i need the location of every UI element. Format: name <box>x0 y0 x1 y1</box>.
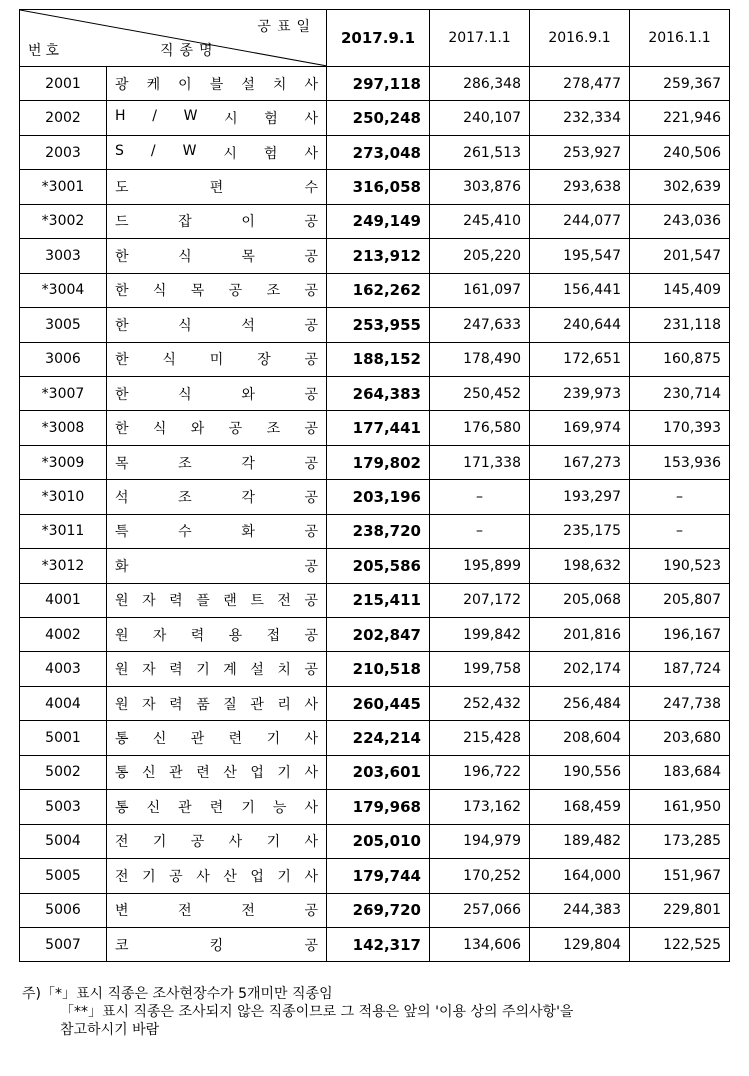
row-value-1: 238,720 <box>327 514 430 548</box>
table-row <box>20 239 730 273</box>
row-code: 3003 <box>20 239 107 273</box>
row-value-4: 243,036 <box>630 204 730 238</box>
row-job-name: 변 전 전 공 <box>107 893 327 927</box>
row-value-3: 169,974 <box>530 411 630 445</box>
row-value-2: 250,452 <box>430 376 530 410</box>
row-value-4: 259,367 <box>630 67 730 101</box>
row-value-4: 183,684 <box>630 755 730 789</box>
table-row <box>20 204 730 238</box>
row-value-1: 316,058 <box>327 170 430 204</box>
row-value-2: 171,338 <box>430 445 530 479</box>
row-job-name: 한 식 와 공 조 공 <box>107 411 327 445</box>
row-code: 4002 <box>20 618 107 652</box>
row-value-1: 250,248 <box>327 101 430 135</box>
row-value-1: 273,048 <box>327 135 430 169</box>
row-value-1: 205,010 <box>327 824 430 858</box>
row-value-2: 199,842 <box>430 618 530 652</box>
row-value-4: 302,639 <box>630 170 730 204</box>
row-code: 3005 <box>20 308 107 342</box>
row-value-1: 253,955 <box>327 308 430 342</box>
row-value-2: 173,162 <box>430 790 530 824</box>
row-job-name: 한 식 목 공 조 공 <box>107 273 327 307</box>
row-value-1: 264,383 <box>327 376 430 410</box>
table-row <box>20 411 730 445</box>
row-value-2: 252,432 <box>430 686 530 720</box>
row-value-3: 193,297 <box>530 480 630 514</box>
table-row <box>20 893 730 927</box>
row-value-2: 240,107 <box>430 101 530 135</box>
row-job-name: 통 신 관 련 산 업 기 사 <box>107 755 327 789</box>
row-value-3: 190,556 <box>530 755 630 789</box>
footnote-line-3: 참고하시기 바람 <box>60 1022 160 1038</box>
row-value-1: 297,118 <box>327 67 430 101</box>
table-row <box>20 686 730 720</box>
row-value-1: 162,262 <box>327 273 430 307</box>
row-code: 5004 <box>20 824 107 858</box>
table-row <box>20 790 730 824</box>
row-value-1: 179,802 <box>327 445 430 479</box>
row-value-2: 161,097 <box>430 273 530 307</box>
row-code: *3001 <box>20 170 107 204</box>
row-value-3: 129,804 <box>530 927 630 961</box>
row-value-2: 207,172 <box>430 583 530 617</box>
row-value-4: 187,724 <box>630 652 730 686</box>
row-value-4: 160,875 <box>630 342 730 376</box>
row-value-3: 189,482 <box>530 824 630 858</box>
row-value-4: 190,523 <box>630 549 730 583</box>
row-job-name: 도 편 수 <box>107 170 327 204</box>
row-code: 4003 <box>20 652 107 686</box>
table-row <box>20 652 730 686</box>
row-value-4: 145,409 <box>630 273 730 307</box>
row-value-4: – <box>630 514 730 548</box>
row-value-4: 170,393 <box>630 411 730 445</box>
row-value-3: 156,441 <box>530 273 630 307</box>
row-job-name: 화 공 <box>107 549 327 583</box>
row-value-4: 122,525 <box>630 927 730 961</box>
table-row <box>20 618 730 652</box>
row-value-3: 232,334 <box>530 101 630 135</box>
row-value-3: 278,477 <box>530 67 630 101</box>
table-row <box>20 342 730 376</box>
row-value-4: 229,801 <box>630 893 730 927</box>
row-value-2: 261,513 <box>430 135 530 169</box>
row-code: 2003 <box>20 135 107 169</box>
row-value-1: 215,411 <box>327 583 430 617</box>
row-value-1: 202,847 <box>327 618 430 652</box>
row-code: 2002 <box>20 101 107 135</box>
row-value-3: 198,632 <box>530 549 630 583</box>
row-job-name: 목 조 각 공 <box>107 445 327 479</box>
row-value-2: 134,606 <box>430 927 530 961</box>
row-value-1: 210,518 <box>327 652 430 686</box>
wage-table <box>19 9 730 962</box>
row-value-1: 269,720 <box>327 893 430 927</box>
row-value-3: 168,459 <box>530 790 630 824</box>
table-header-row <box>20 10 730 67</box>
table-row <box>20 721 730 755</box>
table-row <box>20 67 730 101</box>
table-row <box>20 824 730 858</box>
row-job-name: H / W 시 험 사 <box>107 101 327 135</box>
row-value-4: 247,738 <box>630 686 730 720</box>
row-value-4: 153,936 <box>630 445 730 479</box>
row-value-3: 195,547 <box>530 239 630 273</box>
row-value-2: 257,066 <box>430 893 530 927</box>
row-code: 2001 <box>20 67 107 101</box>
row-value-2: 286,348 <box>430 67 530 101</box>
row-value-1: 179,968 <box>327 790 430 824</box>
row-value-3: 240,644 <box>530 308 630 342</box>
row-value-1: 179,744 <box>327 859 430 893</box>
row-value-1: 188,152 <box>327 342 430 376</box>
row-value-3: 167,273 <box>530 445 630 479</box>
row-code: 5007 <box>20 927 107 961</box>
table-row <box>20 170 730 204</box>
row-value-2: – <box>430 514 530 548</box>
table-row <box>20 376 730 410</box>
row-value-4: – <box>630 480 730 514</box>
row-value-4: 231,118 <box>630 308 730 342</box>
job-label: 직종명 <box>160 43 219 59</box>
table-row <box>20 583 730 617</box>
row-value-2: 176,580 <box>430 411 530 445</box>
table-row <box>20 445 730 479</box>
row-value-3: 239,973 <box>530 376 630 410</box>
row-value-1: 177,441 <box>327 411 430 445</box>
row-value-2: 247,633 <box>430 308 530 342</box>
row-value-3: 164,000 <box>530 859 630 893</box>
row-job-name: 광 케 이 블 설 치 사 <box>107 67 327 101</box>
row-code: *3004 <box>20 273 107 307</box>
row-code: 4004 <box>20 686 107 720</box>
row-value-3: 244,077 <box>530 204 630 238</box>
row-value-1: 249,149 <box>327 204 430 238</box>
table-row <box>20 273 730 307</box>
row-job-name: S / W 시 험 사 <box>107 135 327 169</box>
row-code: *3012 <box>20 549 107 583</box>
row-job-name: 전 기 공 사 기 사 <box>107 824 327 858</box>
row-value-3: 293,638 <box>530 170 630 204</box>
row-job-name: 원 자 력 용 접 공 <box>107 618 327 652</box>
table-row <box>20 549 730 583</box>
row-value-4: 205,807 <box>630 583 730 617</box>
announce-date-label: 공표일 <box>257 19 316 35</box>
row-value-3: 235,175 <box>530 514 630 548</box>
row-code: 4001 <box>20 583 107 617</box>
number-label: 번호 <box>28 43 64 59</box>
row-job-name: 특 수 화 공 <box>107 514 327 548</box>
row-job-name: 전 기 공 사 산 업 기 사 <box>107 859 327 893</box>
row-job-name: 석 조 각 공 <box>107 480 327 514</box>
row-job-name: 한 식 목 공 <box>107 239 327 273</box>
row-value-3: 202,174 <box>530 652 630 686</box>
row-code: *3007 <box>20 376 107 410</box>
row-value-1: 205,586 <box>327 549 430 583</box>
row-value-4: 203,680 <box>630 721 730 755</box>
row-value-3: 205,068 <box>530 583 630 617</box>
row-job-name: 한 식 와 공 <box>107 376 327 410</box>
table-row <box>20 927 730 961</box>
table-row <box>20 308 730 342</box>
table-row <box>20 101 730 135</box>
row-value-4: 201,547 <box>630 239 730 273</box>
row-value-2: 199,758 <box>430 652 530 686</box>
row-value-1: 260,445 <box>327 686 430 720</box>
row-value-2: 205,220 <box>430 239 530 273</box>
row-job-name: 코 킹 공 <box>107 927 327 961</box>
row-job-name: 원 자 력 플 랜 트 전 공 <box>107 583 327 617</box>
row-job-name: 통 신 관 련 기 능 사 <box>107 790 327 824</box>
row-value-2: 245,410 <box>430 204 530 238</box>
row-code: 5005 <box>20 859 107 893</box>
row-code: *3008 <box>20 411 107 445</box>
row-code: 5006 <box>20 893 107 927</box>
row-code: 5001 <box>20 721 107 755</box>
row-value-4: 221,946 <box>630 101 730 135</box>
row-value-2: 215,428 <box>430 721 530 755</box>
row-value-2: 178,490 <box>430 342 530 376</box>
row-value-3: 172,651 <box>530 342 630 376</box>
row-value-4: 230,714 <box>630 376 730 410</box>
row-value-2: 195,899 <box>430 549 530 583</box>
row-value-1: 213,912 <box>327 239 430 273</box>
row-value-2: 303,876 <box>430 170 530 204</box>
row-value-4: 151,967 <box>630 859 730 893</box>
row-value-1: 142,317 <box>327 927 430 961</box>
footnotes <box>22 985 573 1039</box>
table-row <box>20 859 730 893</box>
row-value-4: 240,506 <box>630 135 730 169</box>
row-value-1: 203,196 <box>327 480 430 514</box>
row-value-4: 173,285 <box>630 824 730 858</box>
footnote-line-1: 주)「*」표시 직종은 조사현장수가 5개미만 직종임 <box>22 986 333 1002</box>
row-code: 5003 <box>20 790 107 824</box>
row-code: 5002 <box>20 755 107 789</box>
wage-table-container <box>19 9 730 962</box>
row-code: 3006 <box>20 342 107 376</box>
row-value-3: 201,816 <box>530 618 630 652</box>
row-value-2: 196,722 <box>430 755 530 789</box>
table-row <box>20 514 730 548</box>
footnote-line-2: 「**」표시 직종은 조사되지 않은 직종이므로 그 적용은 앞의 '이용 상의 주의사항'을 <box>60 1004 574 1020</box>
header-diagonal-cell <box>20 10 327 67</box>
row-job-name: 원 자 력 기 계 설 치 공 <box>107 652 327 686</box>
row-code: *3009 <box>20 445 107 479</box>
row-value-3: 244,383 <box>530 893 630 927</box>
row-job-name: 원 자 력 품 질 관 리 사 <box>107 686 327 720</box>
table-row <box>20 135 730 169</box>
table-body <box>20 10 730 962</box>
row-value-1: 224,214 <box>327 721 430 755</box>
row-value-4: 196,167 <box>630 618 730 652</box>
row-value-3: 253,927 <box>530 135 630 169</box>
row-job-name: 한 식 미 장 공 <box>107 342 327 376</box>
table-row <box>20 480 730 514</box>
row-value-4: 161,950 <box>630 790 730 824</box>
row-value-3: 208,604 <box>530 721 630 755</box>
row-job-name: 한 식 석 공 <box>107 308 327 342</box>
row-job-name: 통 신 관 련 기 사 <box>107 721 327 755</box>
table-row <box>20 755 730 789</box>
row-value-3: 256,484 <box>530 686 630 720</box>
row-code: *3002 <box>20 204 107 238</box>
row-value-2: 194,979 <box>430 824 530 858</box>
row-code: *3011 <box>20 514 107 548</box>
row-value-1: 203,601 <box>327 755 430 789</box>
column-header-2017-9-1: 2017.9.1 <box>327 10 430 67</box>
column-header-2016-9-1: 2016.9.1 <box>530 10 630 67</box>
column-header-2017-1-1: 2017.1.1 <box>430 10 530 67</box>
row-value-2: – <box>430 480 530 514</box>
column-header-2016-1-1: 2016.1.1 <box>630 10 730 67</box>
row-code: *3010 <box>20 480 107 514</box>
row-value-2: 170,252 <box>430 859 530 893</box>
row-job-name: 드 잡 이 공 <box>107 204 327 238</box>
